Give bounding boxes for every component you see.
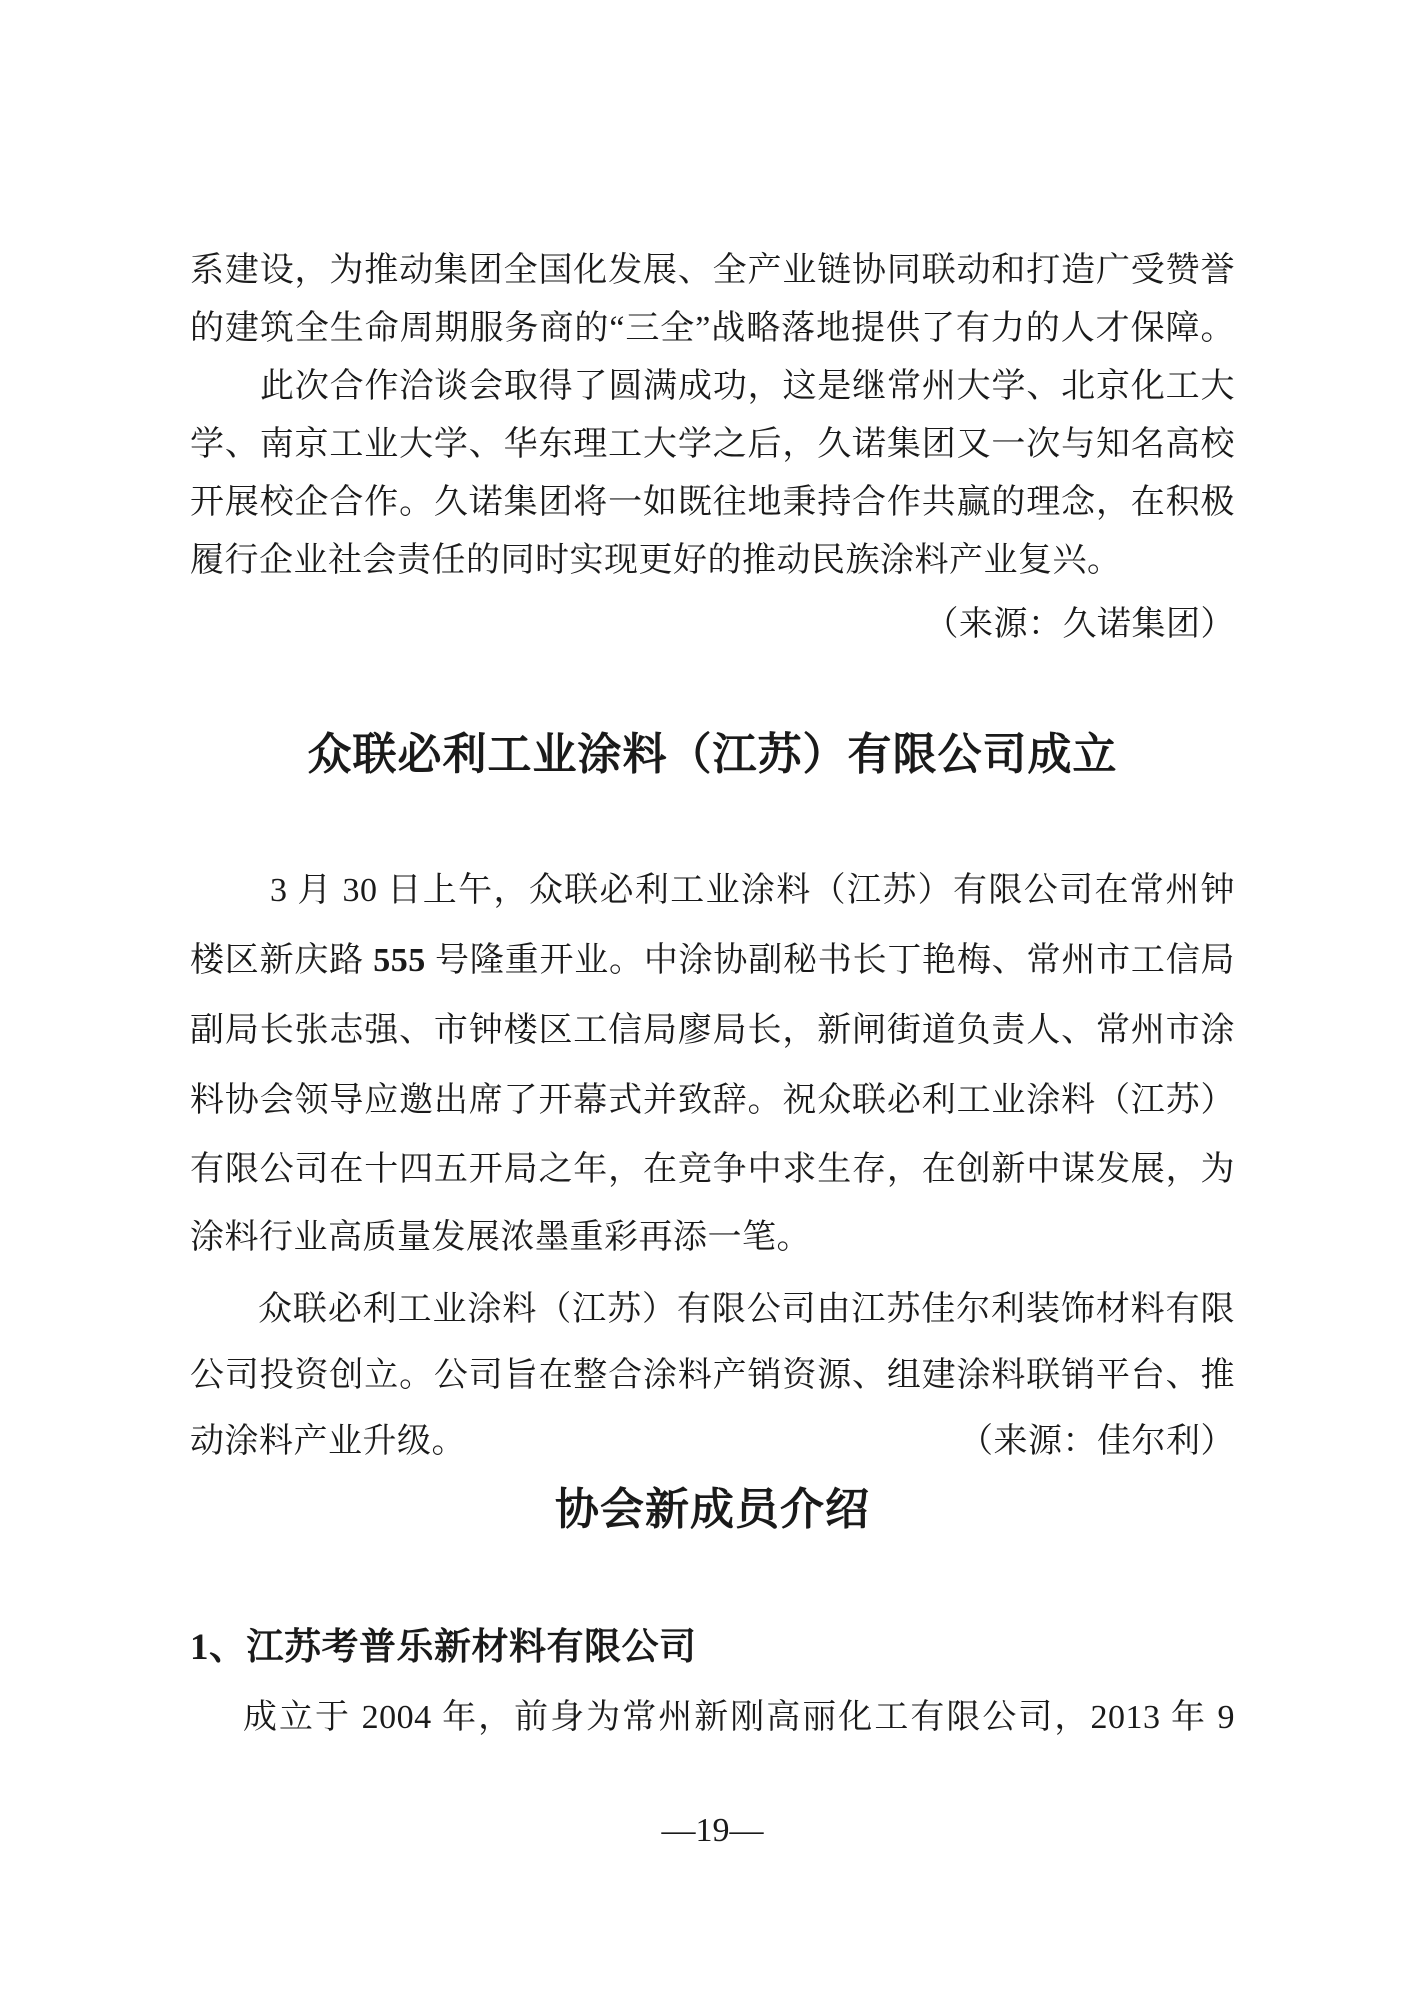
page-number: —19— xyxy=(661,1812,764,1849)
line-text: 楼区新庆路 xyxy=(190,942,374,979)
member-item-title: 1、江苏考普乐新材料有限公司 xyxy=(190,1627,697,1668)
source-attribution: （来源：佳尔利） xyxy=(959,1423,1235,1460)
paragraph-line: 公司投资创立。公司旨在整合涂料产销资源、组建涂料联销平台、推 xyxy=(190,1357,1235,1394)
paragraph-line xyxy=(190,941,1235,981)
paragraph-line: 众联必利工业涂料（江苏）有限公司由江苏佳尔利装饰材料有限 xyxy=(258,1291,1235,1328)
paragraph-line: 有限公司在十四五开局之年，在竞争中求生存，在创新中谋发展，为 xyxy=(190,1151,1235,1188)
paragraph-line: 系建设，为推动集团全国化发展、全产业链协同联动和打造广受赞誉 xyxy=(190,252,1235,289)
article-heading: 众联必利工业涂料（江苏）有限公司成立 xyxy=(307,730,1118,779)
street-number: 555 xyxy=(373,942,426,979)
paragraph-line: 副局长张志强、市钟楼区工信局廖局长，新闸街道负责人、常州市涂 xyxy=(190,1012,1235,1049)
line-text: 动涂料产业升级。 xyxy=(190,1423,466,1460)
paragraph-line: 成立于 2004 年，前身为常州新刚高丽化工有限公司，2013 年 9 xyxy=(243,1699,1235,1736)
paragraph-line: 学、南京工业大学、华东理工大学之后，久诺集团又一次与知名高校 xyxy=(190,426,1235,463)
paragraph-line: 料协会领导应邀出席了开幕式并致辞。祝众联必利工业涂料（江苏） xyxy=(190,1082,1235,1119)
source-attribution: （来源：久诺集团） xyxy=(924,606,1235,643)
line-text: 号隆重开业。中涂协副秘书长丁艳梅、常州市工信局 xyxy=(425,942,1236,979)
section-heading: 协会新成员介绍 xyxy=(555,1485,870,1534)
paragraph-line xyxy=(190,1422,1235,1462)
paragraph-line: 履行企业社会责任的同时实现更好的推动民族涂料产业复兴。 xyxy=(190,542,1122,579)
paragraph-line: 此次合作洽谈会取得了圆满成功，这是继常州大学、北京化工大 xyxy=(260,368,1235,405)
paragraph-line: 3 月 30 日上午，众联必利工业涂料（江苏）有限公司在常州钟 xyxy=(270,872,1235,909)
paragraph-line: 涂料行业高质量发展浓墨重彩再添一笔。 xyxy=(190,1219,811,1256)
paragraph-line: 的建筑全生命周期服务商的“三全”战略落地提供了有力的人才保障。 xyxy=(190,310,1235,347)
paragraph-line: 开展校企合作。久诺集团将一如既往地秉持合作共赢的理念，在积极 xyxy=(190,484,1235,521)
